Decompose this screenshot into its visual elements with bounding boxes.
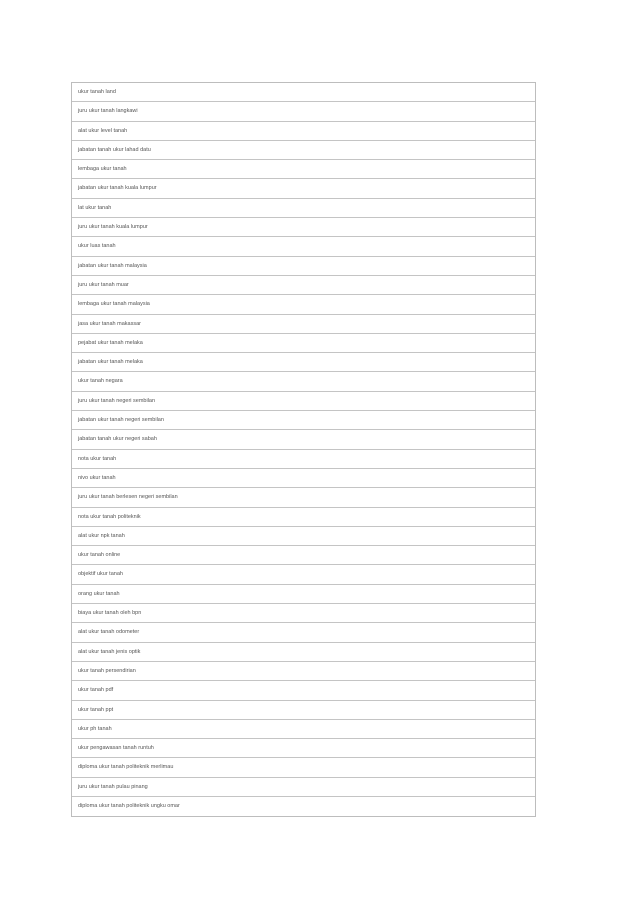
list-item: orang ukur tanah: [72, 585, 535, 604]
list-item: jabatan ukur tanah kuala lumpur: [72, 179, 535, 198]
list-item: lembaga ukur tanah malaysia: [72, 295, 535, 314]
list-item: ukur tanah pdf: [72, 681, 535, 700]
list-item: ukur tanah online: [72, 546, 535, 565]
list-item: juru ukur tanah pulau pinang: [72, 778, 535, 797]
list-item: diploma ukur tanah politeknik ungku omar: [78, 802, 180, 809]
list-item: jabatan tanah ukur lahad datu: [72, 141, 535, 160]
list-item: alat ukur tanah jenis optik: [72, 643, 535, 662]
list-item: jabatan ukur tanah malaysia: [72, 257, 535, 276]
list-item: juru ukur tanah langkawi: [72, 102, 535, 121]
list-item: ukur tanah ppt: [72, 701, 535, 720]
list-item: nota ukur tanah: [72, 450, 535, 469]
list-item: ukur tanah persendirian: [72, 662, 535, 681]
list-item: ukur ph tanah: [72, 720, 535, 739]
list-item: diploma ukur tanah politeknik merlimau: [72, 758, 535, 777]
list-item: alat ukur tanah odometer: [72, 623, 535, 642]
list-item: objektif ukur tanah: [72, 565, 535, 584]
list-item: lat ukur tanah: [72, 199, 535, 218]
list-item: juru ukur tanah berlesen negeri sembilan: [72, 488, 535, 507]
list-item: nivo ukur tanah: [72, 469, 535, 488]
list-item: ukur pengawasan tanah runtuh: [72, 739, 535, 758]
list-item: ukur tanah negara: [72, 372, 535, 391]
list-item: ukur luas tanah: [72, 237, 535, 256]
list-item: juru ukur tanah negeri sembilan: [72, 392, 535, 411]
list-item: lembaga ukur tanah: [72, 160, 535, 179]
list-item: jabatan tanah ukur negeri sabah: [72, 430, 535, 449]
list-item: alat ukur level tanah: [72, 122, 535, 141]
keyword-list: [71, 82, 536, 817]
list-item: juru ukur tanah kuala lumpur: [72, 218, 535, 237]
list-item: alat ukur npk tanah: [72, 527, 535, 546]
list-item: biaya ukur tanah oleh bpn: [72, 604, 535, 623]
list-item: juru ukur tanah muar: [72, 276, 535, 295]
list-item: jabatan ukur tanah melaka: [72, 353, 535, 372]
list-item: jasa ukur tanah makassar: [72, 315, 535, 334]
list-item: pejabat ukur tanah melaka: [72, 334, 535, 353]
list-item: ukur tanah land: [72, 83, 535, 102]
list-item: jabatan ukur tanah negeri sembilan: [72, 411, 535, 430]
list-item: nota ukur tanah politeknik: [72, 508, 535, 527]
